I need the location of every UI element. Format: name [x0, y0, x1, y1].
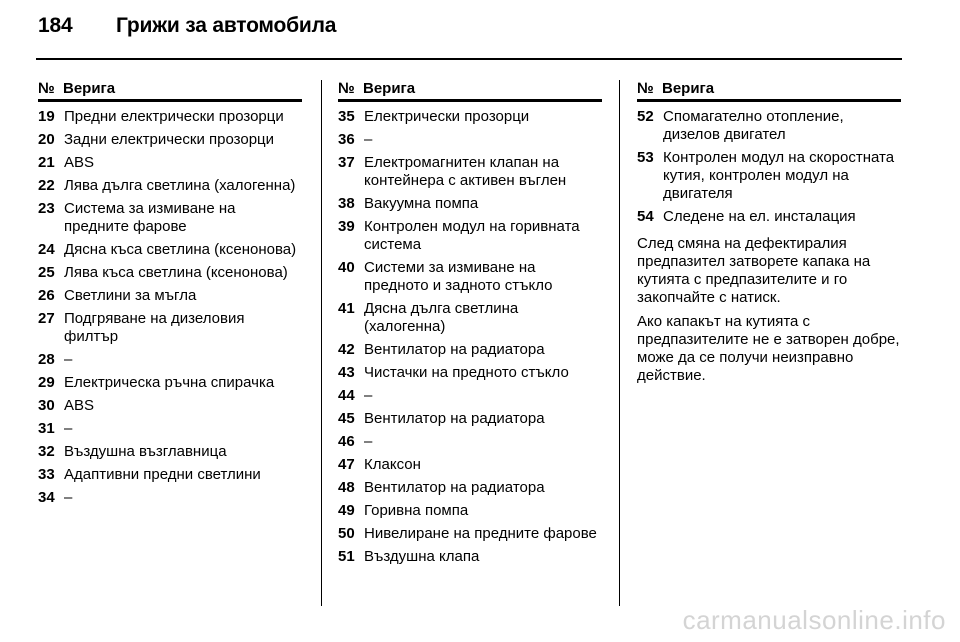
fuse-row [338, 525, 602, 543]
fuse-circuit: Електрическа ръчна спирачка [64, 374, 275, 391]
fuse-column-3 [637, 80, 901, 385]
fuse-row [38, 443, 302, 461]
fuse-row [38, 374, 302, 392]
column-divider [321, 80, 322, 606]
fuse-circuit: Адаптивни предни светлини [64, 466, 261, 483]
fuse-number: 32 [38, 443, 55, 460]
fuse-circuit: – [364, 387, 373, 404]
fuse-row [338, 259, 602, 295]
fuse-row [38, 466, 302, 484]
fuse-circuit: Вентилатор на радиатора [364, 479, 545, 496]
fuse-number: 34 [38, 489, 55, 506]
fuse-circuit: Системи за измиване на предното и задното стъкло [364, 259, 553, 294]
column-header-label: Верига [662, 80, 715, 97]
fuse-number: 42 [338, 341, 355, 358]
fuse-circuit: Дясна дълга светлина (халогенна) [364, 300, 519, 335]
fuse-number: 45 [338, 410, 355, 427]
fuse-row [38, 287, 302, 305]
fuse-circuit: Система за измиване на предните фарове [64, 200, 236, 235]
fuse-row [338, 195, 602, 213]
fuse-row [338, 548, 602, 566]
column-header-num: № [338, 80, 355, 97]
header-divider [36, 58, 902, 60]
fuse-row [38, 177, 302, 195]
fuse-circuit: Клаксон [364, 456, 421, 473]
fuse-number: 46 [338, 433, 355, 450]
fuse-row [338, 300, 602, 336]
fuse-row [338, 410, 602, 428]
fuse-circuit: Въздушна възглавница [64, 443, 227, 460]
fuse-row [338, 131, 602, 149]
fuse-number: 44 [338, 387, 355, 404]
column-header [637, 80, 901, 102]
fuse-row [38, 420, 302, 438]
column-header-num: № [38, 80, 55, 97]
fuse-row [38, 397, 302, 415]
fuse-circuit: ABS [64, 154, 95, 171]
fuse-number: 27 [38, 310, 55, 327]
fuse-number: 35 [338, 108, 355, 125]
fuse-row [338, 502, 602, 520]
fuse-list-3 [637, 108, 901, 226]
fuse-row [338, 218, 602, 254]
fuse-number: 19 [38, 108, 55, 125]
fuse-list-2 [338, 108, 602, 566]
fuse-circuit: Предни електрически прозорци [64, 108, 284, 125]
column-header [38, 80, 302, 102]
fuse-circuit: Подгряване на дизеловия филтър [64, 310, 245, 345]
page-number: 184 [38, 14, 73, 37]
fuse-circuit: Лява къса светлина (ксенонова) [64, 264, 288, 281]
fuse-row [338, 479, 602, 497]
fuse-number: 52 [637, 108, 654, 125]
fuse-row [637, 108, 901, 144]
fuse-circuit: Въздушна клапа [364, 548, 480, 565]
fuse-row [338, 364, 602, 382]
column-header-label: Верига [63, 80, 116, 97]
fuse-number: 39 [338, 218, 355, 235]
fuse-number: 47 [338, 456, 355, 473]
fuse-circuit: Контролен модул на горивната система [364, 218, 580, 253]
fuse-row [338, 456, 602, 474]
fuse-row [338, 341, 602, 359]
watermark: carmanualsonline.info [682, 605, 946, 635]
fuse-row [38, 489, 302, 507]
fuse-row [38, 241, 302, 259]
fuse-circuit: Вентилатор на радиатора [364, 341, 545, 358]
fuse-row [38, 131, 302, 149]
fuse-column-2 [338, 80, 602, 571]
fuse-number: 33 [38, 466, 55, 483]
fuse-number: 38 [338, 195, 355, 212]
fuse-circuit: – [364, 433, 373, 450]
fuse-circuit: Вакуумна помпа [364, 195, 479, 212]
fuse-number: 29 [38, 374, 55, 391]
fuse-row [338, 387, 602, 405]
column-header-label: Верига [363, 80, 416, 97]
fuse-circuit: Задни електрически прозорци [64, 131, 275, 148]
fuse-number: 37 [338, 154, 355, 171]
fuse-number: 49 [338, 502, 355, 519]
page-header [38, 14, 336, 38]
fuse-circuit: Светлини за мъгла [64, 287, 197, 304]
column-divider [619, 80, 620, 606]
fuse-circuit: – [64, 489, 73, 506]
fuse-circuit: Лява дълга светлина (халогенна) [64, 177, 296, 194]
fuse-circuit: – [64, 351, 73, 368]
fuse-number: 41 [338, 300, 355, 317]
fuse-row [38, 310, 302, 346]
fuse-number: 22 [38, 177, 55, 194]
fuse-number: 53 [637, 149, 654, 166]
fuse-number: 50 [338, 525, 355, 542]
fuse-number: 43 [338, 364, 355, 381]
fuse-row [38, 264, 302, 282]
fuse-number: 30 [38, 397, 55, 414]
fuse-circuit: Следене на ел. инсталация [663, 208, 856, 225]
fuse-circuit: Горивна помпа [364, 502, 469, 519]
fuse-number: 21 [38, 154, 55, 171]
fuse-circuit: – [64, 420, 73, 437]
fuse-circuit: Контролен модул на скоростната кутия, контролен модул на двигателя [663, 149, 895, 202]
fuse-number: 20 [38, 131, 55, 148]
note-paragraph: След смяна на дефектиралия предпазител затворете капака на кутията с предпазителите и го закопчайте с натиск. [637, 235, 871, 306]
fuse-circuit: Спомагателно отопление, дизелов двигател [663, 108, 844, 143]
fuse-row [38, 154, 302, 172]
fuse-number: 51 [338, 548, 355, 565]
fuse-number: 25 [38, 264, 55, 281]
fuse-row [338, 108, 602, 126]
fuse-row [38, 200, 302, 236]
fuse-row [637, 149, 901, 203]
fuse-number: 36 [338, 131, 355, 148]
fuse-row [38, 108, 302, 126]
column-header-num: № [637, 80, 654, 97]
fuse-number: 28 [38, 351, 55, 368]
fuse-row [38, 351, 302, 369]
fuse-number: 31 [38, 420, 55, 437]
fuse-circuit: Дясна къса светлина (ксенонова) [64, 241, 297, 258]
fuse-circuit: Електромагнитен клапан на контейнера с активен въглен [364, 154, 567, 189]
column-header [338, 80, 602, 102]
note-paragraph: Ако капакът на кутията с предпазителите не е затворен добре, може да се получи неизправно действие. [637, 313, 900, 384]
fuse-circuit: Чистачки на предното стъкло [364, 364, 569, 381]
fuse-circuit: Вентилатор на радиатора [364, 410, 545, 427]
fuse-circuit: ABS [64, 397, 95, 414]
fuse-list-1 [38, 108, 302, 507]
fuse-row [338, 433, 602, 451]
fuse-number: 23 [38, 200, 55, 217]
fuse-number: 48 [338, 479, 355, 496]
fuse-number: 54 [637, 208, 654, 225]
fuse-circuit: Електрически прозорци [364, 108, 530, 125]
fuse-row [338, 154, 602, 190]
fuse-number: 40 [338, 259, 355, 276]
fuse-column-1 [38, 80, 302, 512]
fuse-number: 26 [38, 287, 55, 304]
fuse-circuit: Нивелиране на предните фарове [364, 525, 597, 542]
page-title: Грижи за автомобила [116, 14, 337, 37]
fuse-row [637, 208, 901, 226]
fuse-circuit: – [364, 131, 373, 148]
fuse-number: 24 [38, 241, 55, 258]
